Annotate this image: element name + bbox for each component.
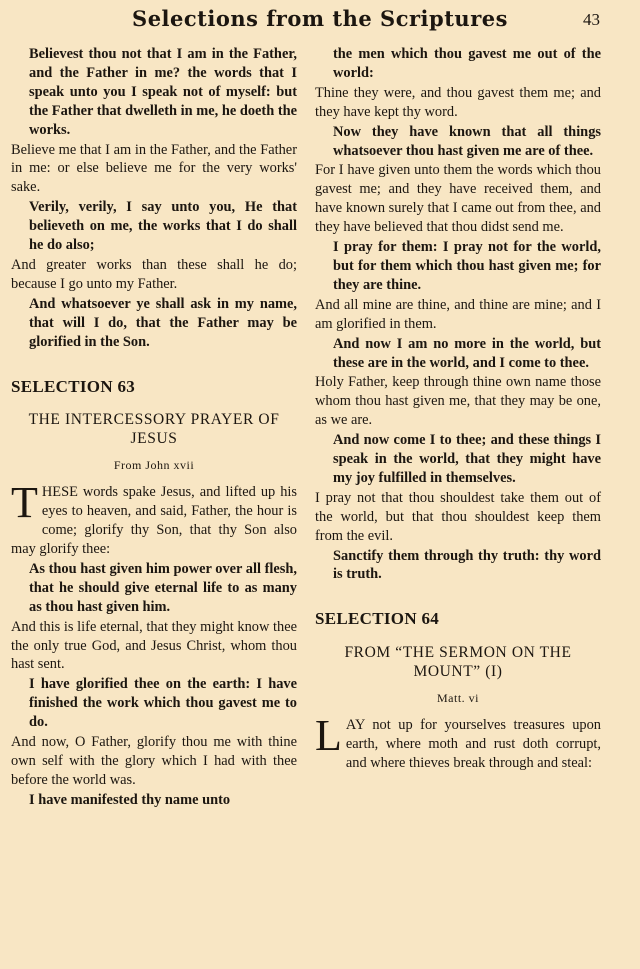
page-number: 43: [583, 10, 600, 29]
verse-plain: Thine they were, and thou gavest them me; and they have kept thy word.: [315, 84, 601, 120]
verse-bold: And whatsoever ye shall ask in my name, that will I do, that the Father may be glorified in the Son.: [29, 295, 297, 350]
selection-title: THE INTERCESSORY PRAYER OF JESUS: [28, 411, 280, 448]
verse-bold: Verily, verily, I say unto you, He that believeth on me, the works that I do shall he do also;: [29, 199, 297, 254]
verse-bold: As thou hast given him power over all flesh, that he should give eternal life to as many as thou hast given him.: [29, 560, 297, 615]
right-column: [315, 45, 601, 774]
verse-text: AY not up for yourselves treasures upon earth, where moth and rust doth corrupt, and where thieves break through and steal:: [345, 717, 601, 771]
verse-bold: I have glorified thee on the earth: I have finished the work which thou gavest me to do.: [29, 676, 297, 731]
verse-bold: Believest thou not that I am in the Father, and the Father in me? the words that I speak unto you I speak not of myself: but the Father that dwelleth in me, he doeth the works.: [29, 46, 297, 138]
verse-bold: Sanctify them through thy truth: thy word is truth.: [333, 547, 601, 583]
drop-cap: L: [315, 711, 342, 761]
verse-bold: the men which thou gavest me out of the world:: [333, 46, 601, 81]
verse-bold: I have manifested thy name unto: [29, 791, 231, 808]
page-header: [0, 6, 640, 36]
verse-plain: Holy Father, keep through thine own name those whom thou hast given me, that they may be one, as we are.: [315, 374, 601, 429]
verse-bold: And now I am no more in the world, but these are in the world, and I come to thee.: [333, 335, 601, 371]
selection-source: From John xvii: [113, 458, 195, 473]
verse-bold: Now they have known that all things whatsoever thou hast given me are of thee.: [333, 123, 601, 159]
drop-cap: T: [11, 478, 38, 528]
verse-text: HESE words spake Jesus, and lifted up his eyes to heaven, and said, Father, the hour is come; glorify thy Son, that thy Son also may glorify thee:: [11, 484, 297, 558]
verse-plain-dropcap: [315, 711, 601, 773]
verse-plain: And greater works than these shall he do; because I go unto my Father.: [11, 256, 297, 292]
left-column: [11, 45, 297, 811]
selection-heading: SELECTION 64: [315, 609, 440, 629]
verse-bold: I pray for them: I pray not for the world, but for them which thou hast given me; for they are thine.: [333, 239, 601, 293]
running-title: Selections from the Scriptures: [132, 6, 508, 31]
verse-plain: Believe me that I am in the Father, and the Father in me: or else believe me for the very works' sake.: [11, 141, 297, 196]
verse-plain: And all mine are thine, and thine are mine; and I am glorified in them.: [315, 296, 601, 332]
verse-plain: And now, O Father, glorify thou me with thine own self with the glory which I had with thee before the world was.: [11, 734, 297, 788]
selection-heading: SELECTION 63: [11, 376, 136, 396]
verse-plain: I pray not that thou shouldest take them out of the world, but that thou shouldest keep them from the evil.: [315, 489, 601, 544]
verse-plain: And this is life eternal, that they might know thee the only true God, and Jesus Christ, whom thou hast sent.: [11, 618, 297, 673]
verse-bold: And now come I to thee; and these things I speak in the world, that they might have my joy fulfilled in themselves.: [333, 432, 601, 486]
verse-plain-dropcap: [11, 478, 297, 559]
verse-plain: For I have given unto them the words which thou gavest me; and they have received them, and have known surely that I came out from thee, and they have believed that thou didst send me.: [315, 162, 601, 236]
selection-title: FROM “THE SERMON ON THE MOUNT” (I): [344, 644, 572, 681]
selection-source: Matt. vi: [437, 691, 479, 706]
